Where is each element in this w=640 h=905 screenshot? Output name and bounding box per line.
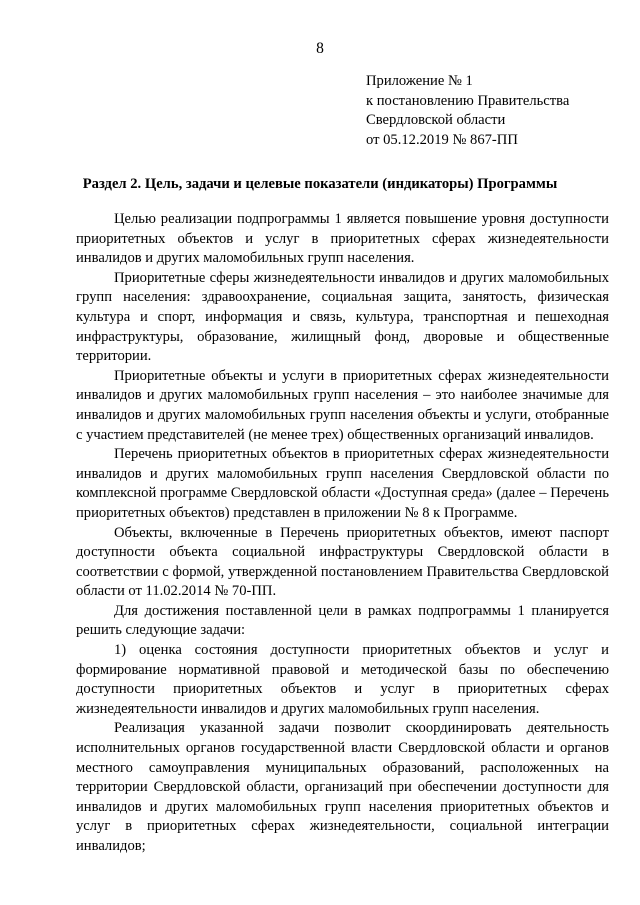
paragraph: Приоритетные сферы жизнедеятельности инвалидов и других маломобильных групп населения: здравоохранение, социальная защита, занятость, физическая культура и спорт, информация и связь, культура, транспортная и пешеходная инфраструктуры, образование, жилищный фонд, дворовые и общественные территории. [76, 269, 609, 365]
paragraph: Для достижения поставленной цели в рамках подпрограммы 1 планируется решить следующие задачи: [76, 602, 609, 639]
appendix-line-4: от 05.12.2019 № 867-ПП [366, 131, 518, 148]
section-title: Раздел 2. Цель, задачи и целевые показатели (индикаторы) Программы [82, 176, 558, 192]
page-number: 8 [316, 40, 324, 57]
paragraph: Целью реализации подпрограммы 1 является повышение уровня доступности приоритетных объектов и услуг в приоритетных сферах жизнедеятельности инвалидов и других маломобильных групп населения. [76, 211, 609, 267]
appendix-line-3: Свердловской области [366, 112, 506, 129]
paragraph: Перечень приоритетных объектов в приоритетных сферах жизнедеятельности инвалидов и других маломобильных групп населения Свердловской области по комплексной программе Свердловской области «Доступная среда» (далее – Перечень приоритетных объектов) представлен в приложении № 8 к Программе. [76, 446, 609, 521]
paragraph: Реализация указанной задачи позволит скоординировать деятельность исполнительных органов государственной власти Свердловской области и органов местного самоуправления муниципальных образований, расположенных на территории Свердловской области, организаций при обеспечении доступности для инвалидов и других маломобильных групп населения приоритетных объектов и услуг в приоритетных сферах жизнедеятельности, социальной интеграции инвалидов; [76, 720, 609, 854]
appendix-line-1: Приложение № 1 [366, 73, 473, 89]
appendix-line-2: к постановлению Правительства [366, 92, 570, 109]
paragraph: Приоритетные объекты и услуги в приоритетных сферах жизнедеятельности инвалидов и других маломобильных групп населения – это наиболее значимые для инвалидов и других маломобильных групп населения объекты и услуги, отобранные с участием представителей (не менее трех) общественных организаций инвалидов. [76, 367, 609, 443]
body-text [76, 210, 609, 857]
appendix-reference [366, 72, 616, 150]
paragraph: Объекты, включенные в Перечень приоритетных объектов, имеют паспорт доступности объекта социальной инфраструктуры Свердловской области в соответствии с формой, утвержденной постановлением Правительства Свердловской области от 11.02.2014 № 70-ПП. [76, 524, 609, 600]
paragraph: 1) оценка состояния доступности приоритетных объектов и услуг и формирование нормативной правовой и методической базы по обеспечению доступности приоритетных объектов и услуг в приоритетных сферах жизнедеятельности инвалидов и других маломобильных групп населения. [76, 642, 609, 717]
